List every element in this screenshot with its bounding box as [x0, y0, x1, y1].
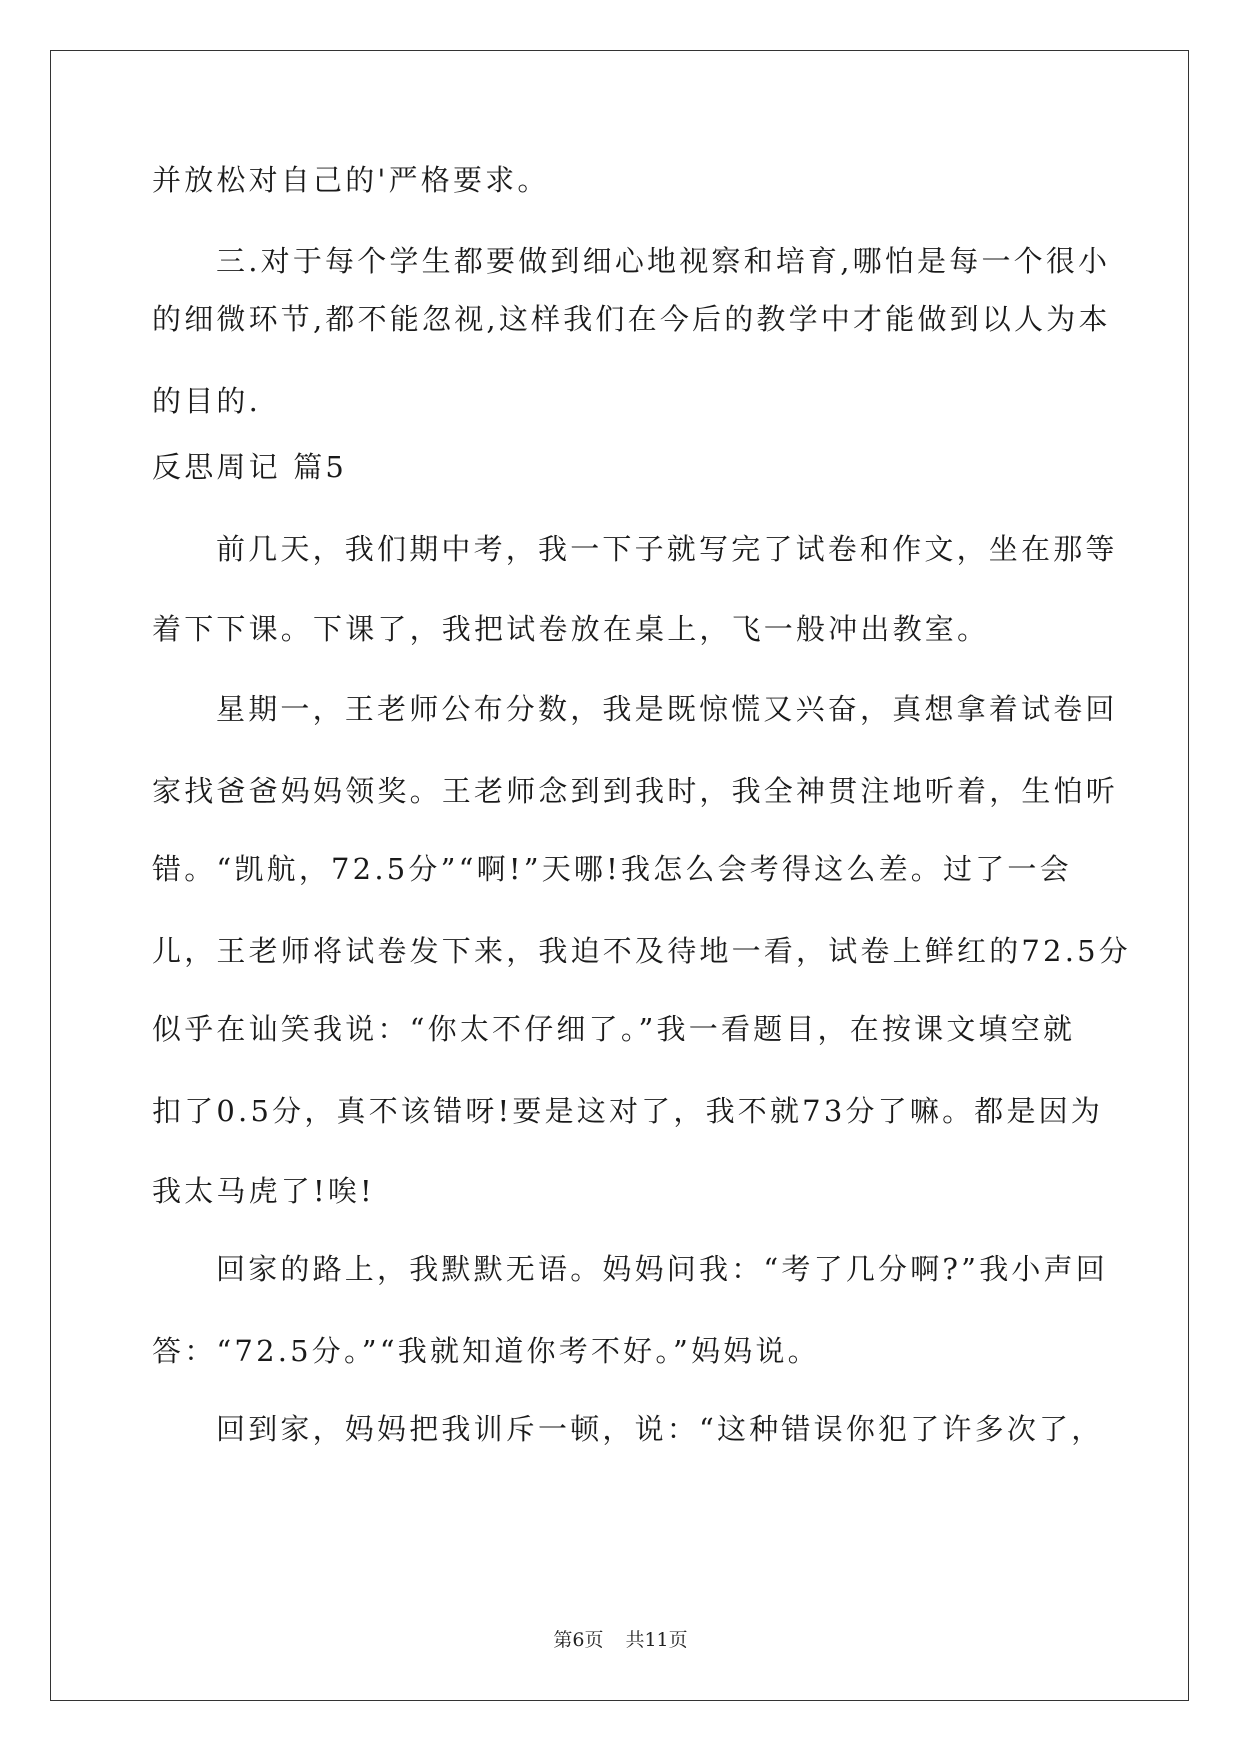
text-line: 前几天，我们期中考，我一下子就写完了试卷和作文，坐在那等 [216, 532, 1118, 566]
text-line: 答：“72.5分。”“我就知道你考不好。”妈妈说。 [152, 1334, 820, 1368]
text-line: 回到家，妈妈把我训斥一顿，说：“这种错误你犯了许多次了， [216, 1412, 1104, 1446]
section-heading: 反思周记 篇5 [152, 450, 348, 484]
page-footer [0, 1628, 1241, 1652]
text-line: 星期一，王老师公布分数，我是既惊慌又兴奋，真想拿着试卷回 [216, 692, 1118, 726]
text-line: 的细微环节,都不能忽视,这样我们在今后的教学中才能做到以人为本 [152, 302, 1111, 336]
text-line: 并放松对自己的'严格要求。 [152, 163, 550, 197]
text-line: 儿，王老师将试卷发下来，我迫不及待地一看，试卷上鲜红的72.5分 [152, 934, 1131, 968]
text-line: 似乎在讪笑我说：“你太不仔细了。”我一看题目，在按课文填空就 [152, 1012, 1076, 1046]
text-line: 的目的. [152, 384, 262, 418]
page-number: 第6页 [553, 1629, 604, 1651]
text-line: 扣了0.5分，真不该错呀!要是这对了，我不就73分了嘛。都是因为 [152, 1094, 1104, 1128]
text-line: 回家的路上，我默默无语。妈妈问我：“考了几分啊?”我小声回 [216, 1252, 1109, 1286]
text-line: 家找爸爸妈妈领奖。王老师念到到我时，我全神贯注地听着，生怕听 [152, 774, 1119, 808]
text-line: 三.对于每个学生都要做到细心地视察和培育,哪怕是每一个很小 [216, 244, 1111, 278]
text-line: 着下下课。下课了，我把试卷放在桌上，飞一般冲出教室。 [152, 612, 990, 646]
text-line: 错。“凯航，72.5分”“啊!”天哪!我怎么会考得这么差。过了一会 [152, 852, 1072, 886]
text-line: 我太马虎了!唉! [152, 1174, 375, 1208]
page-total: 共11页 [625, 1629, 688, 1651]
